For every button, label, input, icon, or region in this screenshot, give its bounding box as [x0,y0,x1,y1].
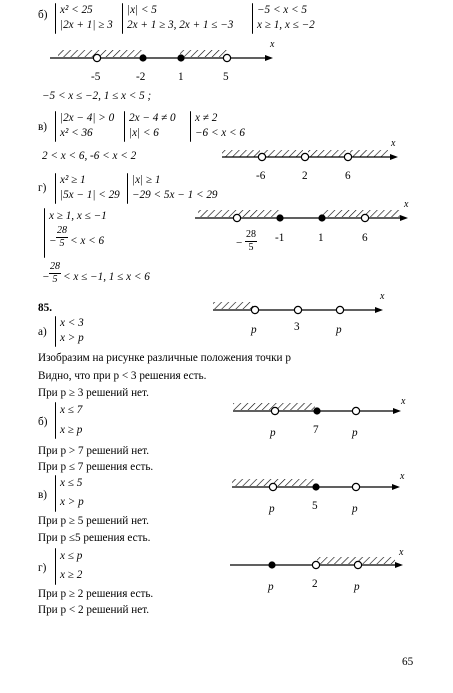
answer-v: 2 < x < 6, -6 < x < 2 [42,150,137,162]
tick-label: p [270,427,276,439]
axis-var: x [391,138,396,149]
fraction [56,226,68,249]
text-line: Видно, что при p < 3 решения есть. [38,370,207,382]
tick-fraction [245,230,257,253]
tick-label: p [336,324,342,336]
sys-line: x ≠ 2 [195,112,218,124]
label-85v: в) [38,489,48,501]
sys-line: x > p [60,496,84,508]
system-brace [124,111,125,142]
fraction-numerator: 28 [57,225,67,236]
tick-label: 3 [294,321,300,333]
number-line-85g [230,557,403,569]
tick-label: p [251,324,257,336]
sys-line: x ≥ 2 [60,569,83,581]
sys-line: |5x − 1| < 29 [60,189,120,201]
tick-label: 5 [223,71,229,83]
axis-var: x [404,199,409,210]
label-v: в) [38,121,48,133]
system-brace [44,208,45,258]
tick-label: 7 [313,424,319,436]
sys-line: x² < 36 [60,127,93,139]
problem-number: 85. [38,302,52,314]
sys-line: x ≤ p [60,550,83,562]
text-line: При p > 7 решений нет. [38,445,150,457]
text-line: При p ≤5 решения есть. [38,532,151,544]
sys-line: x² ≥ 1 [60,174,86,186]
sys-line: 2x + 1 ≥ 3, 2x + 1 ≤ −3 [127,19,234,31]
axis-var: x [399,547,404,558]
tick-label: 6 [345,170,351,182]
number-line-85a [213,302,383,314]
tick-label: 1 [318,232,324,244]
frac-sign: − [49,235,57,247]
system-brace [55,402,56,439]
tick-label: 6 [362,232,368,244]
system-brace [55,111,56,142]
number-line-v [222,150,398,161]
system-brace [55,173,56,204]
fraction-numerator: 28 [246,229,256,240]
sys-line: x ≥ 1, x ≤ −2 [257,19,315,31]
text-line: При p ≤ 7 решения есть. [38,461,154,473]
sys-line: x ≥ p [60,424,83,436]
system-brace [55,475,56,512]
tick-label: p [354,581,360,593]
number-line-85v [232,479,400,491]
page-number: 65 [402,656,414,668]
tick-label: 1 [178,71,184,83]
number-line-b [50,50,273,62]
fraction-denominator: 5 [59,238,65,249]
answer-frac-sign: − [42,271,50,283]
tick-label: p [268,581,274,593]
system-brace [55,316,56,347]
sys-line: x < 3 [60,317,84,329]
answer-fraction [49,262,61,285]
system-brace [55,548,56,585]
sys-line: −6 < x < 6 [195,127,245,139]
answer-g: < x ≤ −1, 1 ≤ x < 6 [63,271,150,283]
system-brace [190,111,191,142]
label-85g: г) [38,562,47,574]
sys-line: −29 < 5x − 1 < 29 [132,189,218,201]
tick-label: 2 [312,578,318,590]
label-b: б) [38,9,48,21]
text-line: При p ≥ 3 решений нет. [38,387,149,399]
tick-label: -1 [275,232,285,244]
sys-line-rest: < x < 6 [70,235,105,247]
number-line-85b [233,403,401,415]
text-line: При p ≥ 2 решения есть. [38,588,154,600]
sys-line: x ≤ 7 [60,404,83,416]
sys-line: x² < 25 [60,4,93,16]
sys-line: |x| < 5 [127,4,157,16]
text-line: При p < 2 решений нет. [38,604,150,616]
text-line: При p ≥ 5 решений нет. [38,515,149,527]
fraction-numerator: 28 [50,261,60,272]
sys-line: |2x + 1| ≥ 3 [60,19,113,31]
fraction-denominator: 5 [52,274,58,285]
tick-label: -5 [91,71,101,83]
text-line: Изобразим на рисунке различные положения точки p [38,352,291,364]
fraction-denominator: 5 [248,242,254,253]
sys-line: |x| < 6 [129,127,159,139]
sys-line: |2x − 4| > 0 [60,112,115,124]
tick-label: p [352,503,358,515]
tick-label: -6 [256,170,266,182]
axis-var: x [380,291,385,302]
sys-line: |x| ≥ 1 [132,174,161,186]
sys-line: x > p [60,332,84,344]
sys-line: −5 < x < 5 [257,4,307,16]
tick-label: p [352,427,358,439]
axis-var: x [401,396,406,407]
system-brace [127,173,128,204]
sys-line: x ≤ 5 [60,477,83,489]
tick-label: 5 [312,500,318,512]
axis-var: x [270,39,275,50]
label-85b: б) [38,416,48,428]
sys-line: 2x − 4 ≠ 0 [129,112,176,124]
label-g: г) [38,182,47,194]
axis-var: x [400,471,405,482]
tick-label: 2 [302,170,308,182]
tick-frac-sign: − [236,237,243,249]
number-line-g [195,210,408,222]
answer-b: −5 < x ≤ −2, 1 ≤ x < 5 ; [42,90,152,102]
tick-label: -2 [136,71,146,83]
label-85a: а) [38,326,47,338]
tick-label: p [269,503,275,515]
sys-line: x ≥ 1, x ≤ −1 [49,210,107,222]
